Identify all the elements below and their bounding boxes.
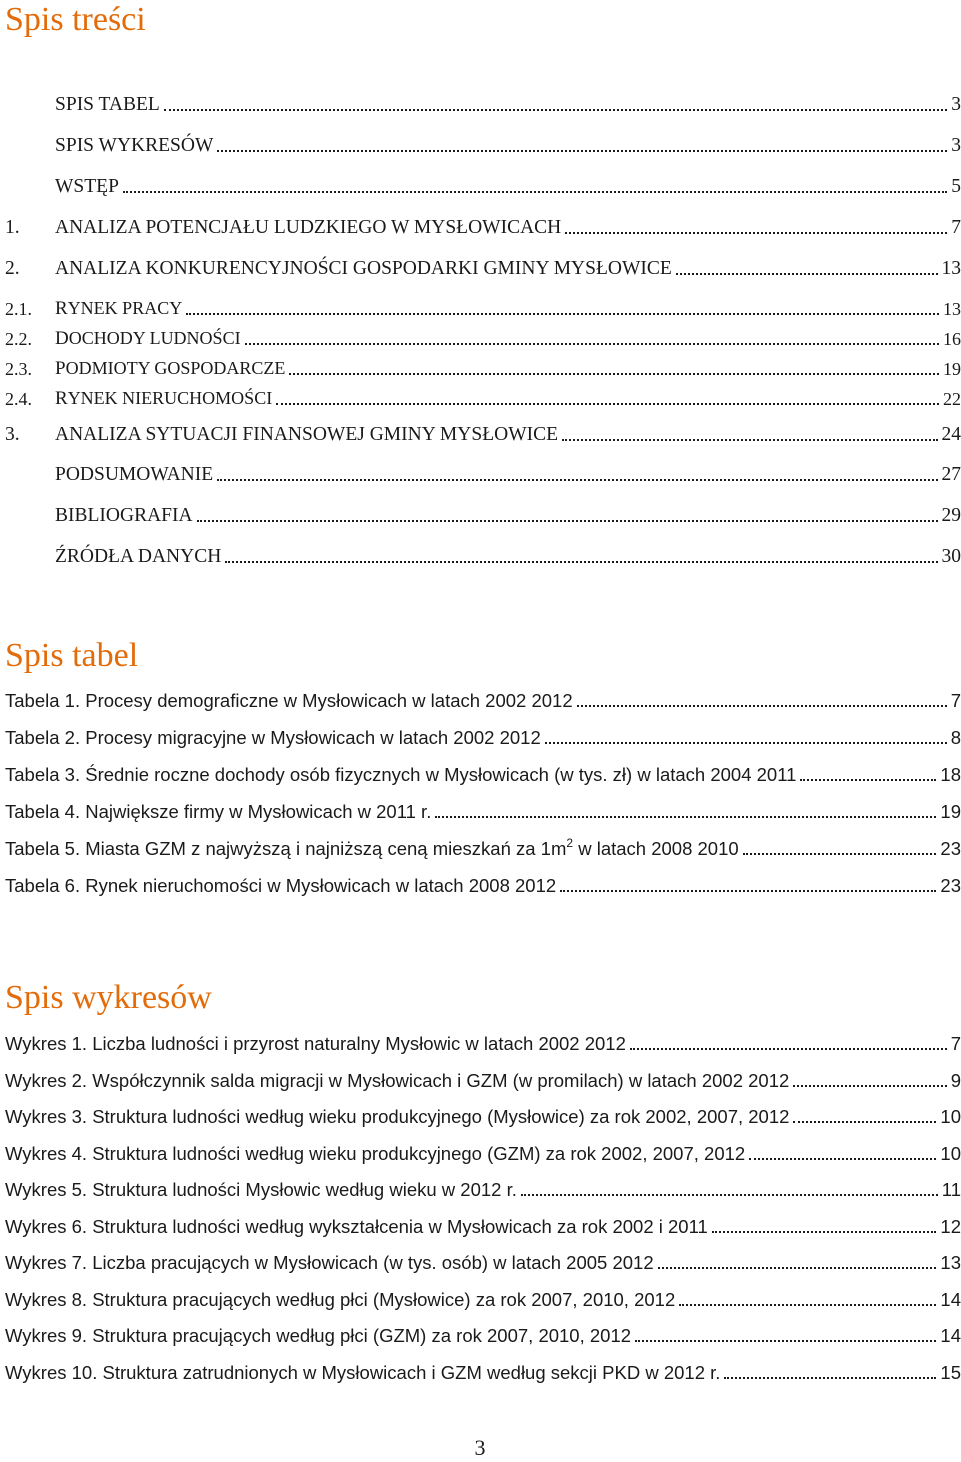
- entry-label: [5, 838, 739, 860]
- dot-leader: [123, 191, 947, 193]
- entry-page: 12: [940, 1215, 961, 1237]
- dot-leader: [635, 1340, 936, 1342]
- entry-page: 29: [941, 505, 961, 526]
- toc-entry[interactable]: [5, 499, 961, 527]
- chart-entry[interactable]: [5, 1283, 961, 1311]
- entry-number: 2.1.: [5, 299, 32, 319]
- page-number: 3: [474, 1435, 486, 1460]
- dot-leader: [562, 439, 937, 441]
- entry-label: Tabela 1. Procesy demograficzne w Mysłowicach w latach 2002 2012: [5, 690, 573, 711]
- entry-label: Tabela 3. Średnie roczne dochody osób fizycznych w Mysłowicach (w tys. zł) w latach 2004 2011: [5, 764, 797, 785]
- entry-label: Tabela 4. Największe firmy w Mysłowicach w 2011 r.: [5, 801, 432, 822]
- toc-entry[interactable]: [5, 540, 961, 568]
- dot-leader: [217, 150, 947, 152]
- dot-leader: [521, 1194, 938, 1196]
- dot-leader: [565, 232, 947, 234]
- entry-page: 7: [950, 1033, 961, 1054]
- entry-page: 23: [940, 838, 961, 859]
- superscript: 2: [566, 836, 574, 850]
- table-entry[interactable]: [5, 684, 961, 712]
- entry-page: 3: [951, 94, 961, 115]
- entry-label: SPIS WYKRESÓW: [55, 135, 214, 156]
- entry-label: Wykres 2. Współczynnik salda migracji w Mysłowicach i GZM (w promilach) w latach 2002 2012: [5, 1069, 790, 1091]
- entry-label: Wykres 6. Struktura ludności według wykształcenia w Mysłowicach za rok 2002 i 2011: [5, 1215, 708, 1237]
- table-entry[interactable]: [5, 795, 961, 823]
- entry-label: BIBLIOGRAFIA: [55, 505, 193, 526]
- entry-page: 9: [950, 1069, 961, 1091]
- entry-label: Tabela 2. Procesy migracyjne w Mysłowicach w latach 2002 2012: [5, 727, 541, 748]
- entry-page: 7: [950, 690, 961, 711]
- entry-page: 5: [951, 176, 961, 197]
- dot-leader: [225, 561, 937, 563]
- table-entry[interactable]: [5, 758, 961, 786]
- entry-number: 2.4.: [5, 389, 32, 409]
- dot-leader: [793, 1085, 946, 1087]
- entry-page: 15: [940, 1361, 961, 1383]
- entry-label: ANALIZA POTENCJAŁU LUDZKIEGO W MYSŁOWICACH: [55, 217, 562, 238]
- toc-entry[interactable]: [5, 322, 961, 350]
- entry-label: Wykres 10. Struktura zatrudnionych w Mysłowicach i GZM według sekcji PKD w 2012 r.: [5, 1361, 721, 1383]
- entry-page: 16: [943, 329, 961, 349]
- entry-page: 13: [941, 258, 961, 279]
- entry-label: SPIS TABEL: [55, 94, 160, 115]
- entry-label: PODMIOTY GOSPODARCZE: [55, 358, 286, 379]
- dot-leader: [679, 1304, 936, 1306]
- table-entry[interactable]: [5, 721, 961, 749]
- entry-label: ANALIZA SYTUACJI FINANSOWEJ GMINY MYSŁOWICE: [55, 424, 559, 445]
- entry-label: WSTĘP: [55, 176, 119, 197]
- entry-label: Wykres 8. Struktura pracujących według płci (Mysłowice) za rok 2007, 2010, 2012: [5, 1288, 676, 1310]
- dot-leader: [186, 313, 939, 315]
- entry-page: 3: [951, 135, 961, 156]
- entry-number: 1.: [5, 217, 20, 238]
- entry-number: 2.2.: [5, 329, 32, 349]
- chart-entry[interactable]: [5, 1173, 961, 1201]
- entry-number: 2.: [5, 258, 20, 279]
- entry-number: 3.: [5, 424, 20, 445]
- toc-entry[interactable]: [5, 418, 961, 446]
- dot-leader: [217, 479, 937, 481]
- entry-label: RYNEK PRACY: [55, 298, 183, 319]
- dot-leader: [800, 779, 936, 781]
- entry-label: Wykres 4. Struktura ludności według wieku produkcyjnego (GZM) za rok 2002, 2007, 2012: [5, 1142, 746, 1164]
- dot-leader: [630, 1048, 947, 1050]
- tables-heading: Spis tabel: [5, 637, 139, 674]
- entry-label: Wykres 9. Struktura pracujących według płci (GZM) za rok 2007, 2010, 2012: [5, 1325, 632, 1346]
- entry-number: 2.3.: [5, 359, 32, 379]
- entry-page: 11: [941, 1179, 961, 1200]
- charts-heading: Spis wykresów: [5, 979, 212, 1016]
- chart-entry[interactable]: [5, 1210, 961, 1238]
- dot-leader: [245, 343, 939, 345]
- chart-entry[interactable]: [5, 1356, 961, 1384]
- toc-entry[interactable]: [5, 252, 961, 280]
- entry-label: Wykres 1. Liczba ludności i przyrost naturalny Mysłowic w latach 2002 2012: [5, 1033, 626, 1054]
- chart-entry[interactable]: [5, 1319, 961, 1347]
- dot-leader: [743, 853, 937, 855]
- entry-page: 14: [940, 1325, 961, 1346]
- entry-page: 7: [951, 217, 961, 238]
- entry-label: RYNEK NIERUCHOMOŚCI: [55, 388, 273, 409]
- entry-page: 13: [943, 299, 961, 319]
- entry-page: 18: [940, 764, 961, 785]
- dot-leader: [658, 1267, 937, 1269]
- entry-page: 19: [943, 359, 961, 379]
- dot-leader: [289, 373, 939, 375]
- dot-leader: [724, 1377, 936, 1379]
- chart-entry[interactable]: [5, 1100, 961, 1128]
- entry-page: 23: [940, 875, 961, 896]
- entry-label-part: w latach 2008 2010: [573, 838, 739, 859]
- dot-leader: [793, 1121, 936, 1123]
- dot-leader: [164, 109, 947, 111]
- entry-label: Wykres 3. Struktura ludności według wieku produkcyjnego (Mysłowice) za rok 2002, 2007, 2012: [5, 1106, 790, 1127]
- dot-leader: [560, 890, 936, 892]
- chart-entry[interactable]: [5, 1064, 961, 1092]
- entry-label: PODSUMOWANIE: [55, 464, 214, 485]
- entry-page: 13: [940, 1252, 961, 1273]
- entry-label: ANALIZA KONKURENCYJNOŚCI GOSPODARKI GMINY MYSŁOWICE: [55, 258, 672, 279]
- entry-label: Tabela 6. Rynek nieruchomości w Mysłowicach w latach 2008 2012: [5, 875, 557, 896]
- toc-entry[interactable]: [5, 352, 961, 380]
- dot-leader: [197, 520, 938, 522]
- entry-page: 27: [941, 464, 961, 485]
- entry-page: 14: [940, 1288, 961, 1310]
- toc-entry[interactable]: [5, 88, 961, 116]
- toc-entry[interactable]: [5, 211, 961, 239]
- entry-page: 19: [940, 801, 961, 822]
- chart-entry[interactable]: [5, 1137, 961, 1165]
- entry-page: 8: [950, 727, 961, 748]
- table-entry[interactable]: [5, 832, 961, 860]
- toc-entry[interactable]: [5, 458, 961, 486]
- entry-page: 30: [941, 546, 961, 567]
- dot-leader: [749, 1158, 936, 1160]
- entry-page: 10: [940, 1106, 961, 1127]
- dot-leader: [676, 273, 938, 275]
- entry-page: 24: [941, 424, 961, 445]
- chart-entry[interactable]: [5, 1246, 961, 1274]
- dot-leader: [435, 816, 936, 818]
- entry-label: ŹRÓDŁA DANYCH: [55, 546, 222, 567]
- dot-leader: [712, 1231, 937, 1233]
- table-entry[interactable]: [5, 869, 961, 897]
- entry-label-part: Tabela 5. Miasta GZM z najwyższą i najniższą ceną mieszkań za 1m: [5, 838, 567, 859]
- toc-heading: Spis treści: [5, 1, 146, 38]
- toc-entry[interactable]: [5, 170, 961, 198]
- chart-entry[interactable]: [5, 1027, 961, 1055]
- dot-leader: [545, 742, 947, 744]
- entry-page: 22: [943, 389, 961, 409]
- entry-label: DOCHODY LUDNOŚCI: [55, 328, 241, 349]
- dot-leader: [577, 705, 947, 707]
- toc-entry[interactable]: [5, 292, 961, 320]
- entry-label: Wykres 7. Liczba pracujących w Mysłowicach (w tys. osób) w latach 2005 2012: [5, 1252, 654, 1273]
- toc-entry[interactable]: [5, 129, 961, 157]
- entry-label: Wykres 5. Struktura ludności Mysłowic według wieku w 2012 r.: [5, 1179, 517, 1200]
- entry-page: 10: [940, 1142, 961, 1164]
- dot-leader: [276, 403, 939, 405]
- toc-entry[interactable]: [5, 382, 961, 410]
